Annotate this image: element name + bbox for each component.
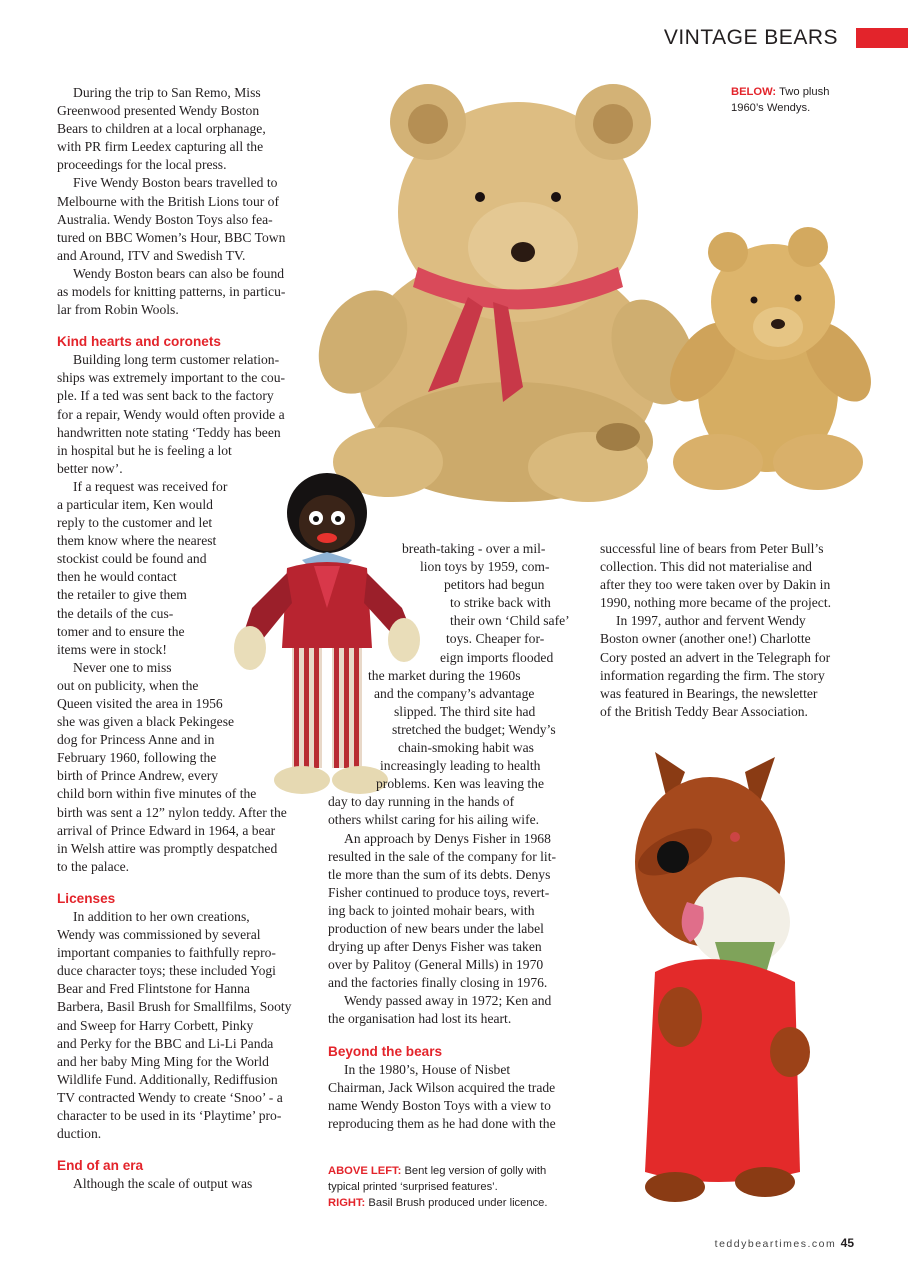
paragraph: Although the scale of output was (73, 1176, 253, 1192)
paragraph: In the 1980’s, House of Nisbet Chairman, Jack Wilson acquired the trade name Wendy Boston Toys with a view to reproducing them as he had done with the (328, 1061, 556, 1131)
footer-site: teddybeartimes.com (714, 1238, 837, 1250)
paragraph: During the trip to San Remo, Miss Greenwood presented Wendy Boston Bears to children at a local orphanage, with PR firm Leedex capturing all the proceedings for the local press. (57, 85, 266, 173)
paragraph: An approach by Denys Fisher in 1968 resulted in the sale of the company for lit- tle more than the sum of its debts. Denys Fisher continued to produce toys, revert- ing back to jointed mohair bears, with production of new bears under the label drying up after Denys Fisher was taken over by Palitoy (General Mills) in 1970 and the factories finally closing in 1976. (328, 830, 557, 991)
two-bears-photo (318, 62, 878, 507)
paragraph: In addition to her own creations, Wendy was commissioned by several important companies to faithfully repro- duce character toys; these included Yogi Bear and Fred Flintstone for Hanna Barbera, Basil Brush for Smallfilms, Sooty and Sweep for Harry Corbett, Pinky and Perky for the BBC and Li-Li Panda and her baby Ming Ming for the World Wildlife Fund. Additionally, Rediffusion TV contracted Wendy to create ‘Snoo’ - a character to be used in its ‘Playtime’ pro- duction. (57, 908, 292, 1142)
paragraph: successful line of bears from Peter Bull’s collection. This did not materialise and after they too were taken over by Dakin in 1990, nothing more became of the project. (600, 541, 832, 611)
page-footer (715, 1236, 854, 1250)
subheading: Kind hearts and coronets (57, 334, 221, 350)
caption-above-left-text-2: typical printed ‘surprised features’. (328, 1181, 498, 1193)
caption-right-label: RIGHT: (328, 1197, 366, 1209)
caption-above-left-right (328, 1163, 598, 1211)
paragraph: In 1997, author and fervent Wendy Boston owner (another one!) Charlotte Cory posted an advert in the Telegraph for information regarding the firm. The story was featured in Bearings, the newsletter of the British Teddy Bear Association. (600, 613, 831, 719)
subheading: Beyond the bears (328, 1043, 443, 1059)
caption-above-left-label: ABOVE LEFT: (328, 1165, 402, 1177)
paragraph: Wendy Boston bears can also be found as models for knitting patterns, in particu- lar from Robin Wools. (57, 265, 286, 318)
caption-below-text: Two plush (779, 86, 830, 98)
article-column-1 (57, 84, 317, 1193)
paragraph: Never one to miss out on publicity, when the Queen visited the area in 1956 she was given a black Pekingese dog for Princess Anne and in February 1960, following the birth of Prince Andrew, every child born within five minutes of the birth was sent a 12” nylon teddy. After the arrival of Prince Edward in 1964, a bear in Welsh attire was promptly despatched to the palace. (57, 659, 287, 874)
basil-brush-photo (615, 752, 815, 1212)
section-title: VINTAGE BEARS (663, 26, 838, 49)
subheading: Licenses (57, 890, 116, 906)
paragraph: Building long term customer relation- ships was extremely important to the cou- ple. If a ted was sent back to the factory for a repair, Wendy would often provide a handwritten note stating ‘Teddy has been in hospital but he is feeling a lot better now’. (57, 352, 286, 476)
paragraph: breath-taking - over a mil- lion toys by 1959, com- petitors had begun to strike back with their own ‘Child safe’ toys. Cheaper for- eign imports flooded the market during the 1960s and the company’s advantage slipped. The third site had stretched the budget; Wendy’s chain-smoking habit was increasingly leading to health problems. Ken was leaving the day to day running in the hands of others whilst caring for his ailing wife. (328, 541, 570, 828)
caption-below-text-2: 1960’s Wendys. (731, 102, 811, 114)
paragraph: If a request was received for a particular item, Ken would reply to the customer and let them know where the nearest stockist could be found and then he would contact the retailer to give them the details of the cus- tomer and to ensure the items were in stock! (57, 478, 228, 657)
paragraph: Five Wendy Boston bears travelled to Melbourne with the British Lions tour of Australia. Wendy Boston Toys also fea- tured on BBC Women’s Hour, BBC Town and Around, ITV and Swedish TV. (57, 175, 286, 263)
article-column-2 (328, 540, 580, 1133)
subheading: End of an era (57, 1158, 144, 1174)
page-number: 45 (840, 1236, 854, 1250)
caption-above-left-text: Bent leg version of golly with (404, 1165, 547, 1177)
article-column-3 (600, 540, 860, 721)
caption-below (731, 84, 861, 116)
paragraph: Wendy passed away in 1972; Ken and the organisation had lost its heart. (328, 993, 552, 1027)
caption-right-text: Basil Brush produced under licence. (368, 1197, 548, 1209)
caption-below-label: BELOW: (731, 86, 777, 98)
section-color-tab (856, 28, 908, 48)
